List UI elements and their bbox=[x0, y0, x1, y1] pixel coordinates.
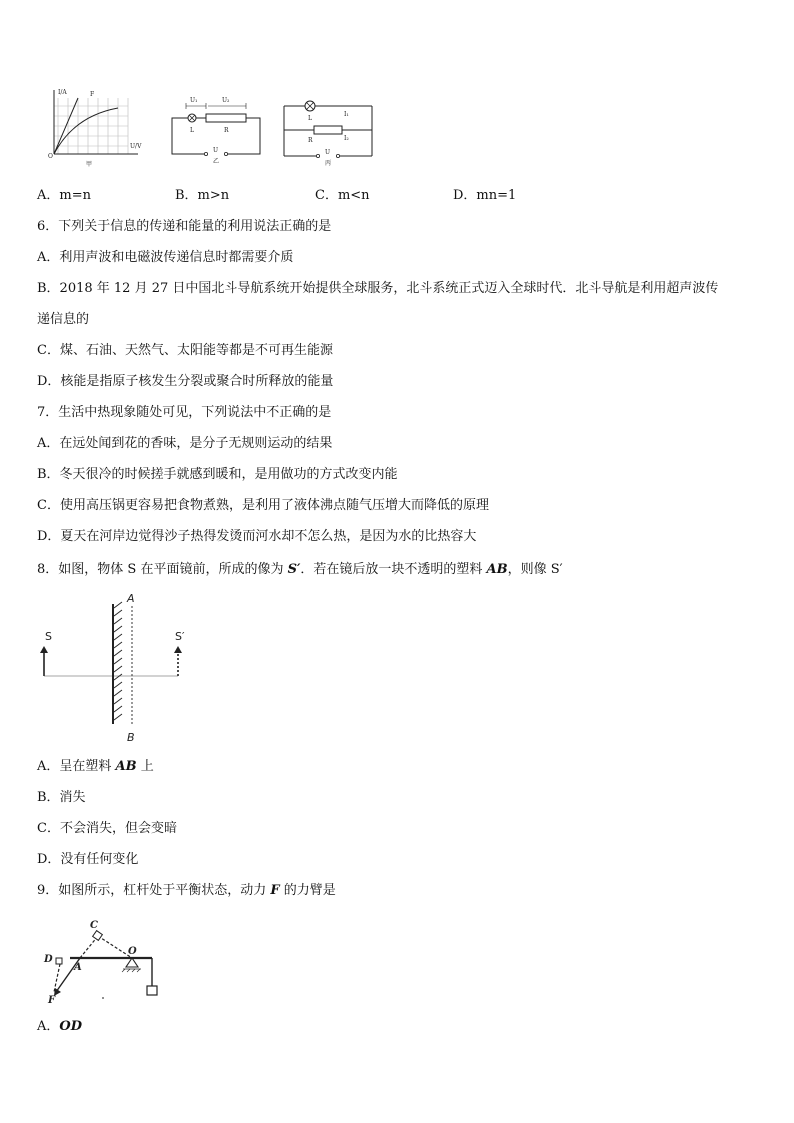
series-source-label: U bbox=[213, 147, 219, 154]
lever-point-d: D bbox=[44, 954, 53, 965]
graph-caption: 甲 bbox=[86, 161, 93, 168]
lever-force-f: F bbox=[48, 995, 56, 1004]
q9-stem-post: 的力臂是 bbox=[279, 883, 336, 898]
q7-option-b: B．冬天很冷的时候搓手就感到暖和，是用做功的方式改变内能 bbox=[37, 467, 398, 482]
graph-x-label: U/V bbox=[130, 143, 142, 150]
q9-option-a-pre: A． bbox=[37, 1019, 60, 1034]
lever-svg bbox=[40, 912, 166, 1004]
graph-origin: O bbox=[48, 153, 53, 160]
q7-option-d: D．夏天在河岸边觉得沙子热得发烫而河水却不怎么热，是因为水的比热容大 bbox=[37, 529, 477, 544]
q6-option-b: B．2018 年 12 月 27 日中国北斗导航系统开始提供全球服务，北斗系统正式迈入全球时代．北斗导航是利用超声波传 bbox=[37, 281, 719, 296]
q6-stem: 6．下列关于信息的传递和能量的利用说法正确的是 bbox=[37, 219, 332, 234]
lever-figure bbox=[40, 912, 166, 1004]
q8-stem bbox=[37, 561, 563, 579]
q8-option-b: B．消失 bbox=[37, 790, 86, 805]
q8-option-d: D．没有任何变化 bbox=[37, 852, 139, 867]
plastic-end-b-label: B bbox=[127, 731, 135, 744]
q7-option-c: C．使用高压锅更容易把食物煮熟，是利用了液体沸点随气压增大而降低的原理 bbox=[37, 498, 489, 513]
series-circuit-svg bbox=[166, 92, 266, 164]
q8-option-c: C．不会消失，但会变暗 bbox=[37, 821, 177, 836]
series-u1-label: U₁ bbox=[190, 97, 198, 104]
q5-option-b: B．m>n bbox=[175, 188, 230, 203]
q6-option-a: A．利用声波和电磁波传递信息时都需要介质 bbox=[37, 250, 294, 265]
q5-option-d: D．mn=1 bbox=[453, 188, 517, 203]
graph-y-label: I/A bbox=[58, 89, 67, 96]
q8-option-a-post: 上 bbox=[136, 759, 154, 774]
q8-stem-pre: 8．如图，物体 S 在平面镜前，所成的像为 bbox=[37, 562, 288, 577]
lever-point-c: C bbox=[90, 920, 98, 931]
mirror-svg bbox=[38, 590, 198, 746]
series-lamp-label: L bbox=[190, 127, 194, 134]
q8-option-a-ab: AB bbox=[115, 759, 137, 774]
q9-stem-force: F bbox=[270, 883, 280, 898]
parallel-i1-label: I₁ bbox=[344, 111, 349, 118]
q8-stem-mid: ．若在镜后放一块不透明的塑料 bbox=[300, 562, 487, 577]
series-caption: 乙 bbox=[213, 158, 220, 164]
mirror-object-label: S bbox=[45, 630, 52, 643]
q8-stem-post: ，则像 S′ bbox=[507, 562, 563, 577]
q9-option-a-od: OD bbox=[59, 1019, 82, 1034]
q9-stem-pre: 9．如图所示，杠杆处于平衡状态，动力 bbox=[37, 883, 271, 898]
parallel-circuit-figure bbox=[278, 92, 378, 166]
parallel-source-label: U bbox=[325, 149, 331, 156]
q6-option-b-continued: 递信息的 bbox=[37, 312, 90, 327]
q9-option-a bbox=[37, 1018, 82, 1036]
series-resistor-label: R bbox=[224, 127, 229, 134]
parallel-i2-label: I₂ bbox=[344, 135, 349, 142]
q6-option-c: C．煤、石油、天然气、太阳能等都是不可再生能源 bbox=[37, 343, 333, 358]
parallel-caption: 丙 bbox=[325, 160, 332, 166]
parallel-lamp-label: L bbox=[308, 115, 312, 122]
parallel-resistor-label: R bbox=[308, 137, 313, 144]
iu-graph-figure bbox=[44, 86, 154, 168]
q6-option-d: D．核能是指原子核发生分裂或聚合时所释放的能量 bbox=[37, 374, 334, 389]
graph-curve-label: F bbox=[90, 91, 95, 98]
parallel-circuit-svg bbox=[278, 92, 378, 166]
q8-option-a bbox=[37, 758, 154, 776]
q8-stem-ab: AB bbox=[486, 562, 508, 577]
lever-point-a: A bbox=[74, 962, 82, 973]
q9-stem bbox=[37, 882, 336, 900]
q7-stem: 7．生活中热现象随处可见，下列说法中不正确的是 bbox=[37, 405, 332, 420]
mirror-figure bbox=[38, 590, 198, 746]
q8-option-a-pre: A．呈在塑料 bbox=[37, 759, 116, 774]
q5-option-a: A．m=n bbox=[37, 188, 91, 203]
q8-stem-image-symbol: S′ bbox=[287, 562, 301, 577]
mirror-image-label: S′ bbox=[175, 630, 185, 643]
iu-graph-svg bbox=[44, 86, 154, 168]
series-circuit-figure bbox=[166, 92, 266, 164]
plastic-end-a-label: A bbox=[127, 592, 135, 605]
q7-option-a: A．在远处闻到花的香味，是分子无规则运动的结果 bbox=[37, 436, 333, 451]
q5-option-c: C．m<n bbox=[315, 188, 370, 203]
series-u2-label: U₂ bbox=[222, 97, 230, 104]
lever-fulcrum-o: O bbox=[128, 946, 137, 957]
